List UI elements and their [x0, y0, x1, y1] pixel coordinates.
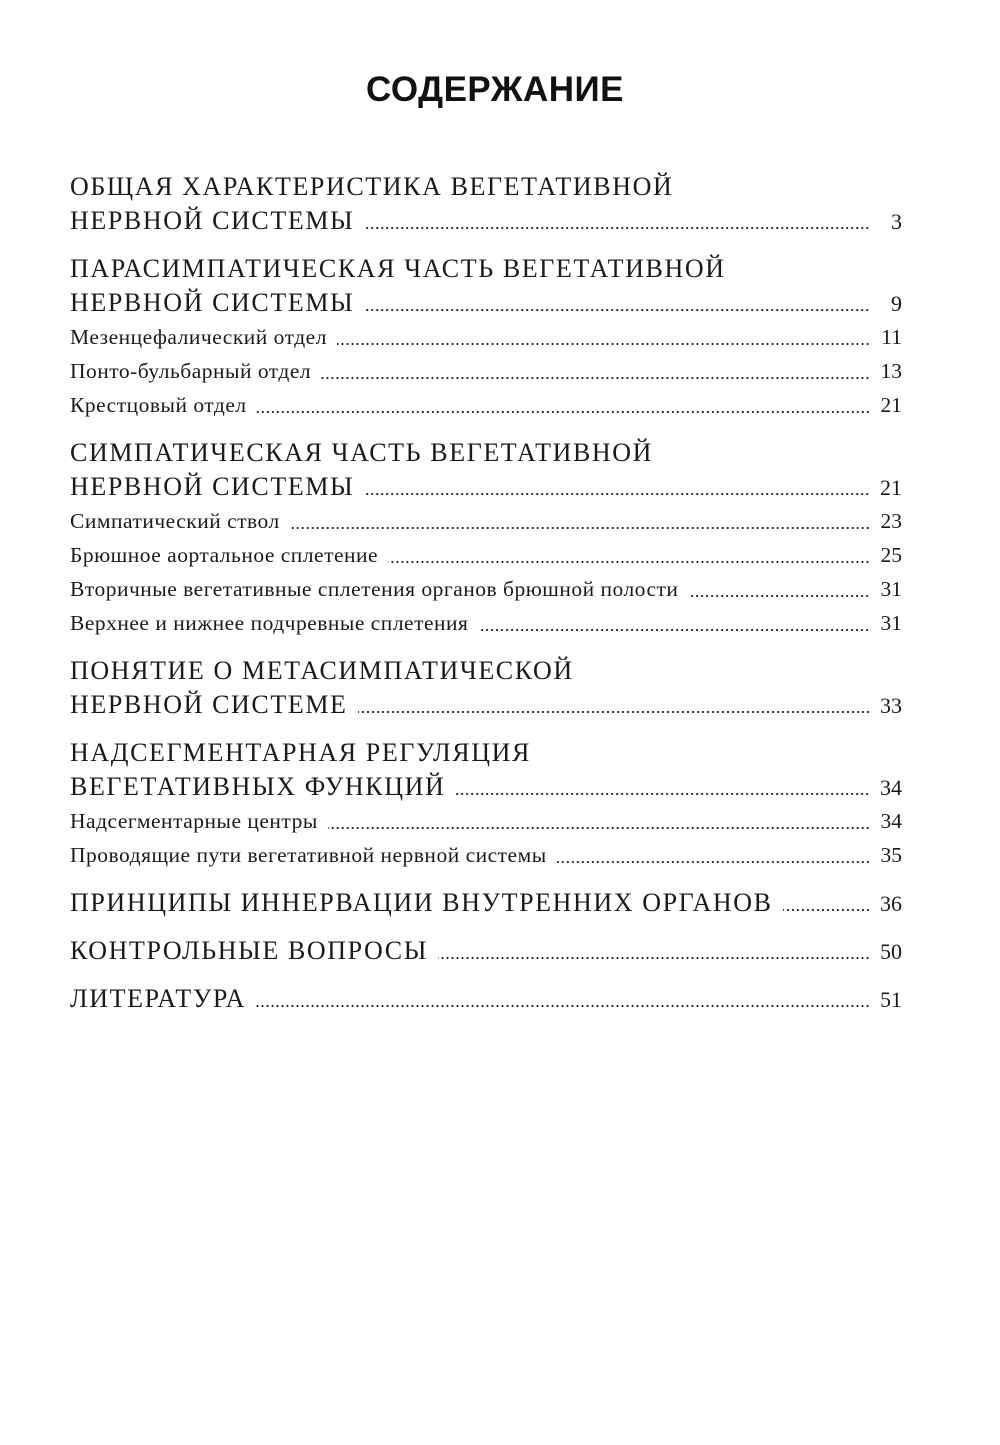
entry-page-number: 34	[880, 809, 902, 833]
entry-label: КОНТРОЛЬНЫЕ ВОПРОСЫ	[70, 936, 428, 965]
dot-leader	[438, 957, 870, 959]
entry-label: Вторичные вегетативные сплетения органов брюшной полости	[70, 577, 679, 601]
toc-entry-subsection[interactable]	[70, 804, 902, 838]
toc-section	[70, 982, 902, 1016]
toc-entry-heading[interactable]	[70, 982, 902, 1016]
dot-leader	[256, 1005, 870, 1007]
dot-leader	[455, 793, 870, 795]
entry-label: ПРИНЦИПЫ ИННЕРВАЦИИ ВНУТРЕННИХ ОРГАНОВ	[70, 888, 773, 917]
dot-leader	[321, 377, 870, 379]
toc-section	[70, 252, 902, 422]
entry-page-number: 36	[880, 891, 902, 916]
dot-leader	[257, 411, 870, 413]
entry-page-number: 9	[891, 291, 902, 316]
toc-entry-subsection[interactable]	[70, 504, 902, 538]
dot-leader	[783, 909, 870, 911]
entry-page-number: 25	[880, 543, 902, 567]
entry-page-number: 34	[880, 775, 902, 800]
toc-entry-heading[interactable]	[70, 286, 902, 320]
section-heading-line: ПАРАСИМПАТИЧЕСКАЯ ЧАСТЬ ВЕГЕТАТИВНОЙ	[70, 254, 726, 283]
entry-page-number: 11	[881, 325, 902, 349]
toc-entry-heading[interactable]	[70, 204, 902, 238]
section-heading-line: ПОНЯТИЕ О МЕТАСИМПАТИЧЕСКОЙ	[70, 656, 574, 685]
entry-page-number: 3	[891, 209, 902, 234]
toc-entry-subsection[interactable]	[70, 838, 902, 872]
toc-entry-heading[interactable]	[70, 688, 902, 722]
dot-leader	[688, 595, 870, 597]
entry-label: Мезенцефалический отдел	[70, 325, 327, 349]
toc-entry-subsection[interactable]	[70, 538, 902, 572]
entry-label: НЕРВНОЙ СИСТЕМЕ	[70, 690, 348, 719]
entry-page-number: 21	[880, 475, 902, 500]
toc-section	[70, 736, 902, 872]
table-of-contents	[70, 170, 902, 1030]
section-heading-line: ОБЩАЯ ХАРАКТЕРИСТИКА ВЕГЕТАТИВНОЙ	[70, 172, 674, 201]
entry-page-number: 33	[880, 693, 902, 718]
dot-leader	[388, 561, 870, 563]
entry-label: ЛИТЕРАТУРА	[70, 984, 246, 1013]
entry-page-number: 51	[880, 987, 902, 1012]
toc-entry-heading[interactable]	[70, 470, 902, 504]
toc-section	[70, 436, 902, 640]
entry-label: НЕРВНОЙ СИСТЕМЫ	[70, 288, 355, 317]
toc-section	[70, 654, 902, 722]
entry-page-number: 23	[880, 509, 902, 533]
dot-leader	[337, 343, 870, 345]
entry-page-number: 50	[880, 939, 902, 964]
dot-leader	[364, 309, 870, 311]
toc-section	[70, 934, 902, 968]
entry-page-number: 21	[880, 393, 902, 417]
entry-label: ВЕГЕТАТИВНЫХ ФУНКЦИЙ	[70, 772, 446, 801]
dot-leader	[328, 827, 870, 829]
toc-entry-subsection[interactable]	[70, 572, 902, 606]
entry-page-number: 13	[880, 359, 902, 383]
entry-label: Проводящие пути вегетативной нервной системы	[70, 843, 547, 867]
entry-label: Верхнее и нижнее подчревные сплетения	[70, 611, 469, 635]
toc-entry-subsection[interactable]	[70, 388, 902, 422]
toc-entry-subsection[interactable]	[70, 354, 902, 388]
toc-entry-heading[interactable]	[70, 934, 902, 968]
entry-label: Крестцовый отдел	[70, 393, 247, 417]
entry-page-number: 31	[880, 611, 902, 635]
dot-leader	[478, 629, 870, 631]
section-heading-line: СИМПАТИЧЕСКАЯ ЧАСТЬ ВЕГЕТАТИВНОЙ	[70, 438, 654, 467]
dot-leader	[557, 861, 870, 863]
entry-label: НЕРВНОЙ СИСТЕМЫ	[70, 206, 355, 235]
page-title: СОДЕРЖАНИЕ	[365, 70, 624, 109]
toc-entry-heading[interactable]	[70, 770, 902, 804]
toc-section	[70, 886, 902, 920]
toc-entry-heading[interactable]	[70, 886, 902, 920]
dot-leader	[364, 227, 870, 229]
entry-label: Симпатический ствол	[70, 509, 280, 533]
dot-leader	[364, 493, 870, 495]
entry-page-number: 31	[880, 577, 902, 601]
entry-label: Брюшное аортальное сплетение	[70, 543, 379, 567]
entry-label: Надсегментарные центры	[70, 809, 318, 833]
entry-label: Понто-бульбарный отдел	[70, 359, 312, 383]
entry-page-number: 35	[880, 843, 902, 867]
toc-section	[70, 170, 902, 238]
toc-entry-subsection[interactable]	[70, 606, 902, 640]
dot-leader	[358, 711, 870, 713]
section-heading-line: НАДСЕГМЕНТАРНАЯ РЕГУЛЯЦИЯ	[70, 738, 531, 767]
toc-entry-subsection[interactable]	[70, 320, 902, 354]
entry-label: НЕРВНОЙ СИСТЕМЫ	[70, 472, 355, 501]
dot-leader	[290, 527, 870, 529]
